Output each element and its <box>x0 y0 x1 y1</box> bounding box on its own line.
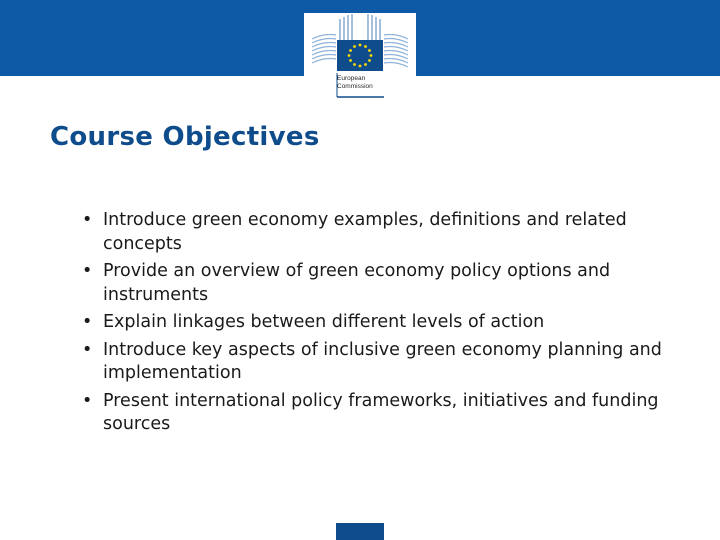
bullet-icon: • <box>82 210 93 230</box>
slide-title: Course Objectives <box>50 122 320 152</box>
logo-line-european: European <box>337 75 366 82</box>
list-item-text: Provide an overview of green economy policy options and instruments <box>103 261 611 305</box>
list-item <box>80 390 710 437</box>
list-item-text: Present international policy frameworks, initiatives and funding sources <box>103 390 659 434</box>
list-item <box>80 209 710 256</box>
list-item-text: Introduce key aspects of inclusive green economy planning and implementation <box>103 339 662 383</box>
list-item <box>80 311 710 335</box>
footer-accent-bar <box>336 523 384 540</box>
list-item-text: Introduce green economy examples, definitions and related concepts <box>103 210 627 254</box>
list-item-text: Explain linkages between different levels of action <box>103 312 545 332</box>
logo-wordmark <box>337 75 407 91</box>
european-commission-logo <box>304 13 416 100</box>
logo-line-commission: Commission <box>337 83 373 90</box>
bullet-icon: • <box>82 261 93 281</box>
list-item <box>80 260 710 307</box>
bullet-icon: • <box>82 339 93 360</box>
list-item <box>80 339 710 386</box>
bullet-icon: • <box>82 390 93 411</box>
bullet-icon: • <box>82 312 93 332</box>
objectives-list <box>80 209 710 441</box>
